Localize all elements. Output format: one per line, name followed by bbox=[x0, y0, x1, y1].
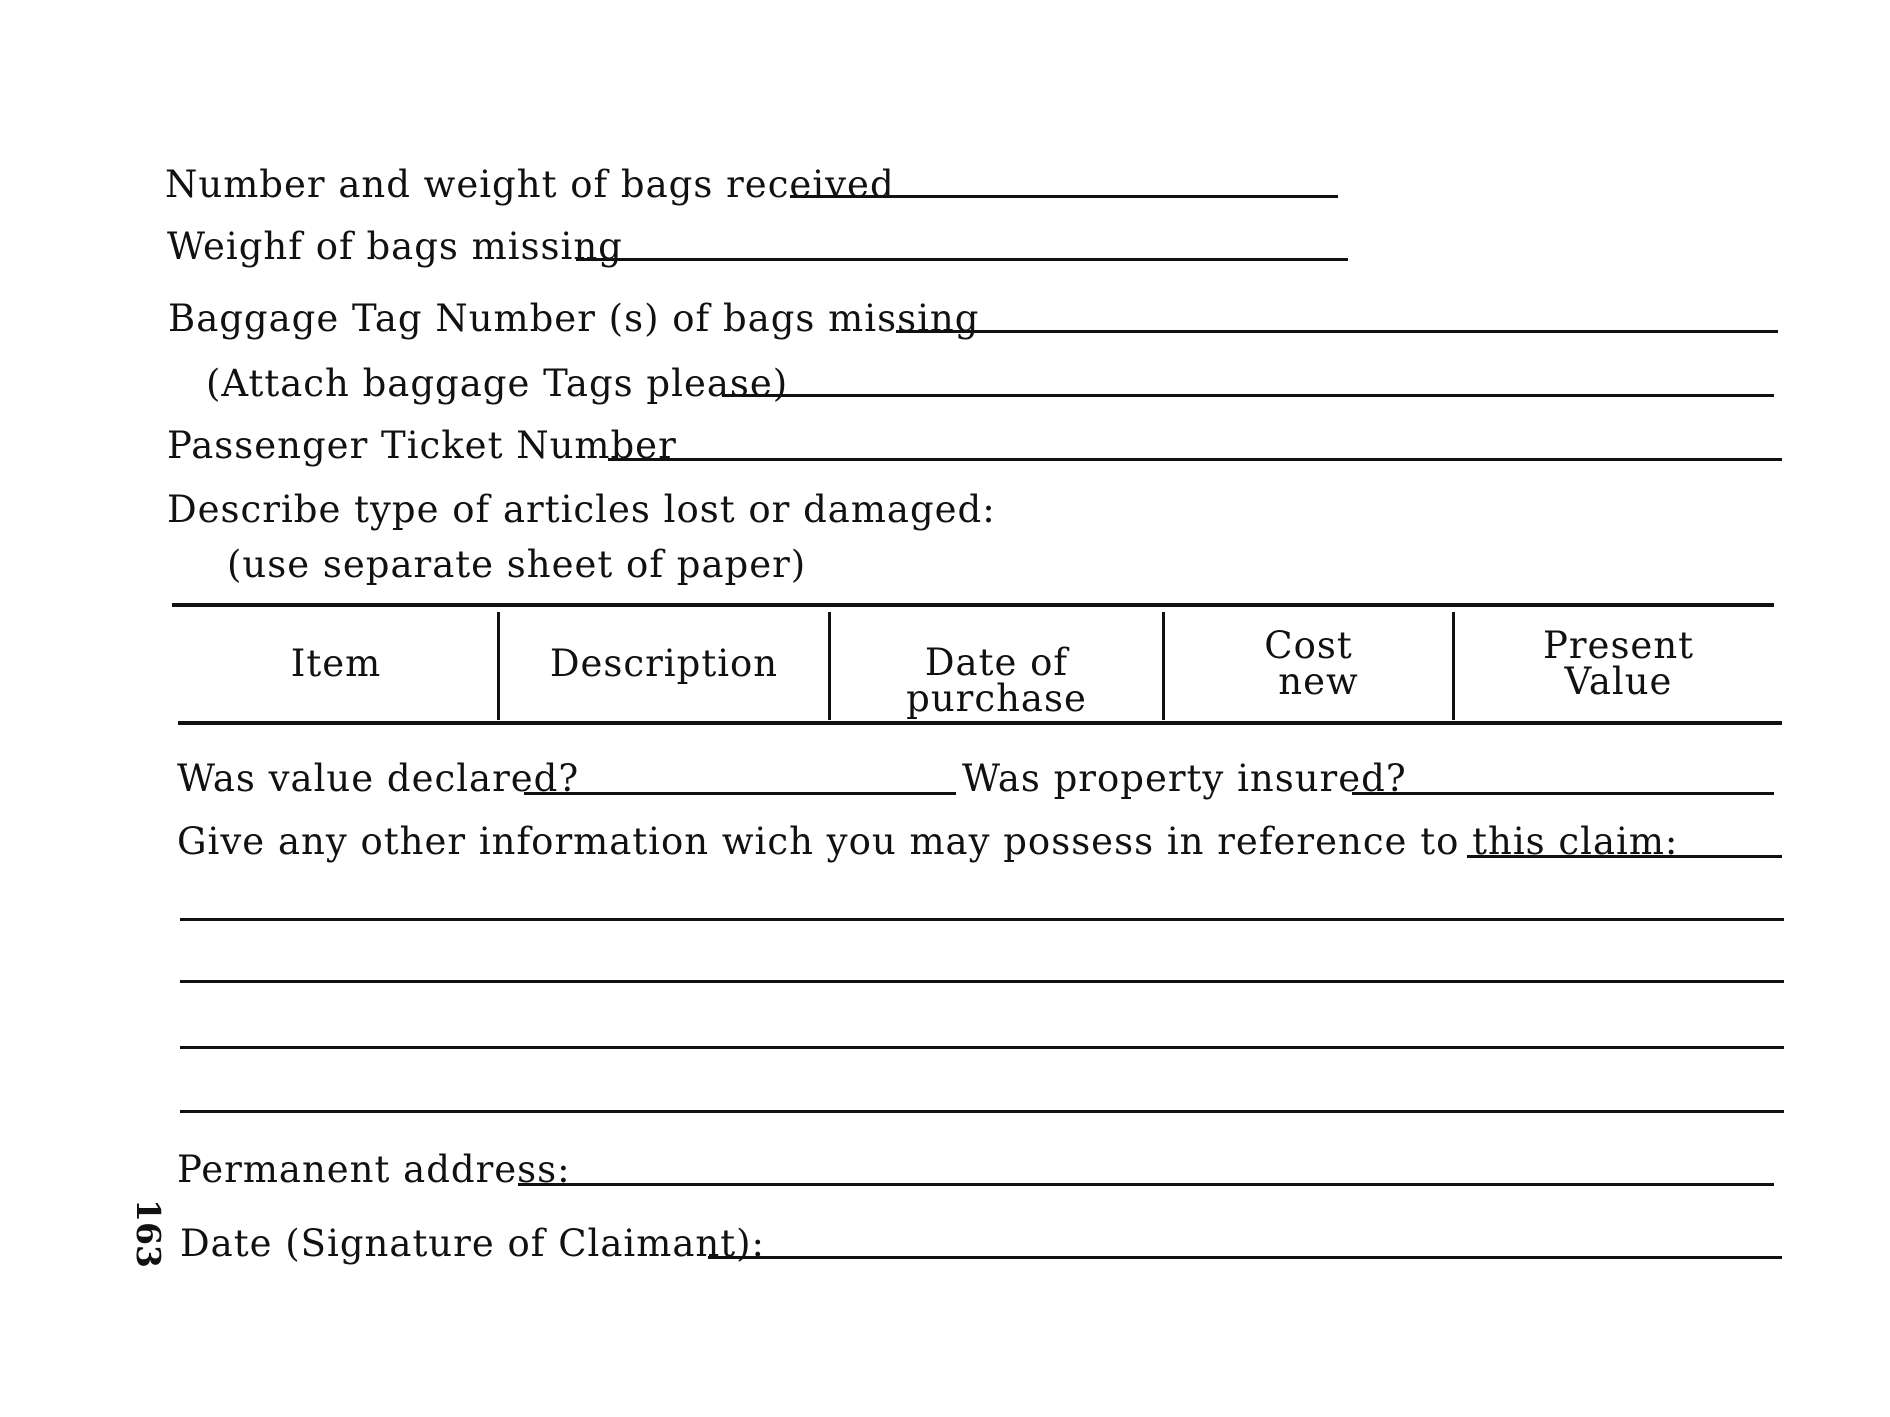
other-info-line-5[interactable] bbox=[180, 1110, 1784, 1113]
table-top-rule bbox=[172, 603, 1774, 607]
date-signature-field[interactable] bbox=[708, 1256, 1782, 1259]
bags-received-field[interactable] bbox=[790, 195, 1338, 198]
other-info-line-4[interactable] bbox=[180, 1046, 1784, 1049]
other-info-line-2[interactable] bbox=[180, 918, 1784, 921]
tag-number-field[interactable] bbox=[896, 330, 1778, 333]
ticket-number-label: Passenger Ticket Number bbox=[167, 424, 677, 467]
header-cost-line2: new bbox=[1278, 660, 1359, 703]
tag-number-label: Baggage Tag Number (s) of bags missing bbox=[168, 297, 980, 340]
attach-tags-label: (Attach baggage Tags please) bbox=[206, 362, 789, 405]
separate-sheet-label: (use separate sheet of paper) bbox=[227, 543, 807, 586]
date-signature-label: Date (Signature of Claimant): bbox=[180, 1222, 765, 1265]
header-item: Item bbox=[290, 642, 382, 685]
address-field[interactable] bbox=[518, 1183, 1774, 1186]
page-number: 163 bbox=[128, 1199, 168, 1268]
other-info-label: Give any other information wich you may possess in reference to this claim: bbox=[177, 820, 1679, 863]
property-insured-label: Was property insured? bbox=[962, 757, 1407, 800]
header-description: Description bbox=[549, 642, 779, 685]
property-insured-field[interactable] bbox=[1352, 792, 1774, 795]
bags-missing-weight-label: Weighf of bags missing bbox=[167, 225, 623, 268]
bags-missing-weight-field[interactable] bbox=[576, 258, 1348, 261]
header-cost-line1: Cost bbox=[1264, 624, 1353, 667]
bags-received-label: Number and weight of bags received bbox=[165, 163, 895, 206]
other-info-field[interactable] bbox=[1467, 855, 1782, 858]
value-declared-label: Was value declared? bbox=[177, 757, 580, 800]
table-bottom-rule bbox=[178, 721, 1782, 725]
header-date-of-purchase: Date of purchase bbox=[906, 641, 1087, 720]
other-info-line-3[interactable] bbox=[180, 980, 1784, 983]
ticket-number-field[interactable] bbox=[608, 458, 1782, 461]
header-present-value bbox=[1455, 624, 1782, 703]
value-declared-field[interactable] bbox=[524, 792, 956, 795]
attach-tags-field[interactable] bbox=[722, 394, 1774, 397]
address-label: Permanent address: bbox=[177, 1148, 571, 1191]
header-present-line1: Present bbox=[1542, 624, 1695, 667]
header-present-line2: Value bbox=[1564, 660, 1673, 703]
header-cost-new bbox=[1165, 624, 1452, 703]
describe-label: Describe type of articles lost or damaged: bbox=[167, 488, 996, 531]
